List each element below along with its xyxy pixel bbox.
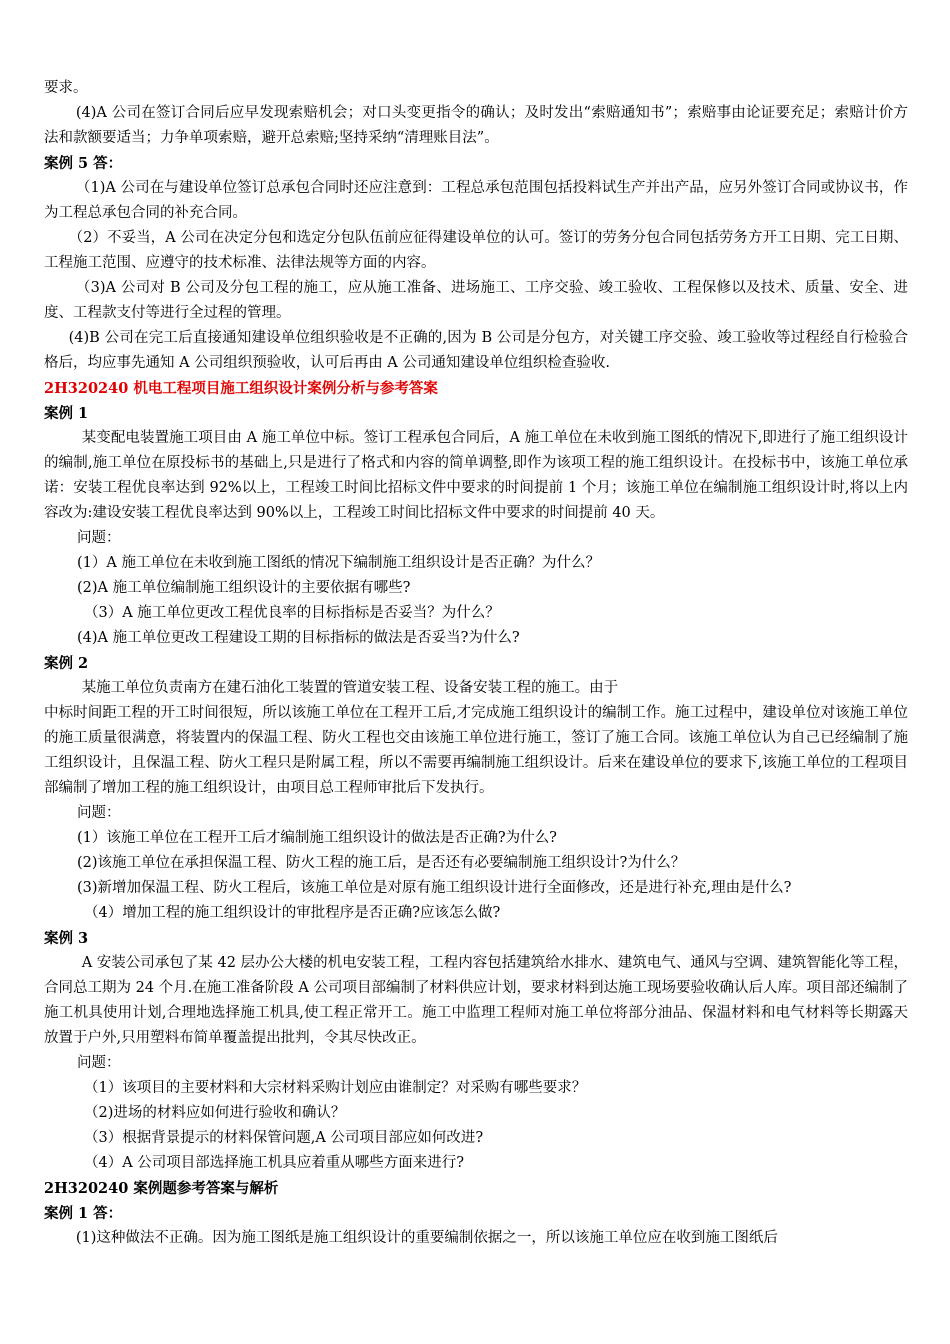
paragraph: A 安装公司承包了某 42 层办公大楼的机电安装工程，工程内容包括建筑给水排水、建筑电气、通风与空调、建筑智能化等工程，合同总工期为 24 个月.在施工准备阶段 A 公司项目部编制了材料供应计划，要求材料到达施工现场要验收确认后人库。项目部还编制了施工机具使用计划,合理地选择施工机具,使工程正常开工。施工中监理工程师对施工单位将部分油品、保温材料和电气材料等长期露天放置于户外,只用塑料布简单覆盖提出批判，令其尽快改正。 [44,955,908,1046]
paragraph: (1）A 施工单位在未收到施工图纸的情况下编制施工组织设计是否正确？为什么？ [77,555,600,571]
paragraph: （3)A 公司对 B 公司及分包工程的施工，应从施工准备、进场施工、工序交验、竣工验收、工程保修以及技术、质量、安全、进度、工程款支付等进行全过程的管理。 [44,280,908,321]
paragraph: （4）A 公司项目部选择施工机具应着重从哪些方面来进行? [84,1155,465,1171]
section-heading: 案例 2 [44,655,89,672]
paragraph: （1)A 公司在与建设单位签订总承包合同时还应注意到：工程总承包范围包括投料试生产并出产品，应另外签订合同或协议书，作为工程总承包合同的补充合同。 [44,180,908,221]
paragraph: 问题： [77,1055,121,1071]
section-heading: 案例 5 答： [44,155,123,172]
section-heading: 案例 1 [44,405,89,422]
section-heading: 2H320240 机电工程项目施工组织设计案例分析与参考答案 [44,380,438,397]
paragraph: （3）根据背景提示的材料保管问题,A 公司项目部应如何改进? [84,1130,484,1146]
paragraph: (1)这种做法不正确。因为施工图纸是施工组织设计的重要编制依据之一，所以该施工单位应在收到施工图纸后 [75,1230,778,1246]
paragraph: 问题： [77,805,121,821]
paragraph: （2）不妥当，A 公司在决定分包和选定分包队伍前应征得建设单位的认可。签订的劳务分包合同包括劳务方开工日期、完工日期、工程施工范围、应遵守的技术标准、法律法规等方面的内容。 [44,230,908,271]
paragraph: (2)该施工单位在承担保温工程、防火工程的施工后，是否还有必要编制施工组织设计?为什么？ [77,855,686,871]
section-heading: 案例 3 [44,930,89,947]
paragraph: (4)B 公司在完工后直接通知建设单位组织验收是不正确的,因为 B 公司是分包方，对关键工序交验、竣工验收等过程经自行检验合格后，均应事先通知 A 公司组织预验收，认可后再由 A 公司通知建设单位组织检查验收. [44,330,908,371]
paragraph: (2)A 施工单位编制施工组织设计的主要依据有哪些? [77,580,411,596]
section-heading: 2H320240 案例题参考答案与解析 [44,1180,279,1197]
section-heading: 案例 1 答： [44,1205,123,1222]
paragraph: （3）A 施工单位更改工程优良率的目标指标是否妥当？为什么？ [84,605,500,621]
paragraph: （4）增加工程的施工组织设计的审批程序是否正确?应该怎么做? [84,905,501,921]
paragraph: 某施工单位负责南方在建石油化工装置的管道安装工程、设备安装工程的施工。由于 [81,680,619,696]
paragraph: （1）该项目的主要材料和大宗材料采购计划应由谁制定？对采购有哪些要求？ [84,1080,587,1096]
paragraph: 中标时间距工程的开工时间很短，所以该施工单位在工程开工后,才完成施工组织设计的编制工作。施工过程中，建设单位对该施工单位的施工质量很满意，将装置内的保温工程、防火工程也交由该施工单位进行施工，签订了施工合同。该施工单位认为自己已经编制了施工组织设计，且保温工程、防火工程只是附属工程，所以不需要再编制施工组织设计。后来在建设单位的要求下,该施工单位的工程项目部编制了增加工程的施工组织设计，由项目总工程师审批后下发执行。 [44,705,908,796]
paragraph: (4)A 公司在签订合同后应早发现索赔机会；对口头变更指令的确认；及时发出“索赔通知书”；索赔事由论证要充足；索赔计价方法和款额要适当；力争单项索赔，避开总索赔;坚持采纳“清理账目法”。 [44,105,908,146]
document-page [44,76,908,1251]
paragraph: （2)进场的材料应如何进行验收和确认？ [84,1105,346,1121]
paragraph: (3)新增加保温工程、防火工程后，该施工单位是对原有施工组织设计进行全面修改，还是进行补充,理由是什么? [77,880,792,896]
paragraph: (1）该施工单位在工程开工后才编制施工组织设计的做法是否正确?为什么? [77,830,557,846]
paragraph: (4)A 施工单位更改工程建设工期的目标指标的做法是否妥当?为什么? [77,630,520,646]
paragraph: 要求。 [44,80,88,96]
paragraph: 问题： [77,530,121,546]
paragraph: 某变配电装置施工项目由 A 施工单位中标。签订工程承包合同后，A 施工单位在未收到施工图纸的情况下,即进行了施工组织设计的编制,施工单位在原投标书的基础上,只是进行了格式和内容的简单调整,即作为该项工程的施工组织设计。在投标书中，该施工单位承诺：安装工程优良率达到 92%以上，工程竣工时间比招标文件中要求的时间提前 1 个月；该施工单位在编制施工组织设计时,将以上内容改为:建设安装工程优良率达到 90%以上，工程竣工时间比招标文件中要求的时间提前 40 天。 [44,430,908,521]
